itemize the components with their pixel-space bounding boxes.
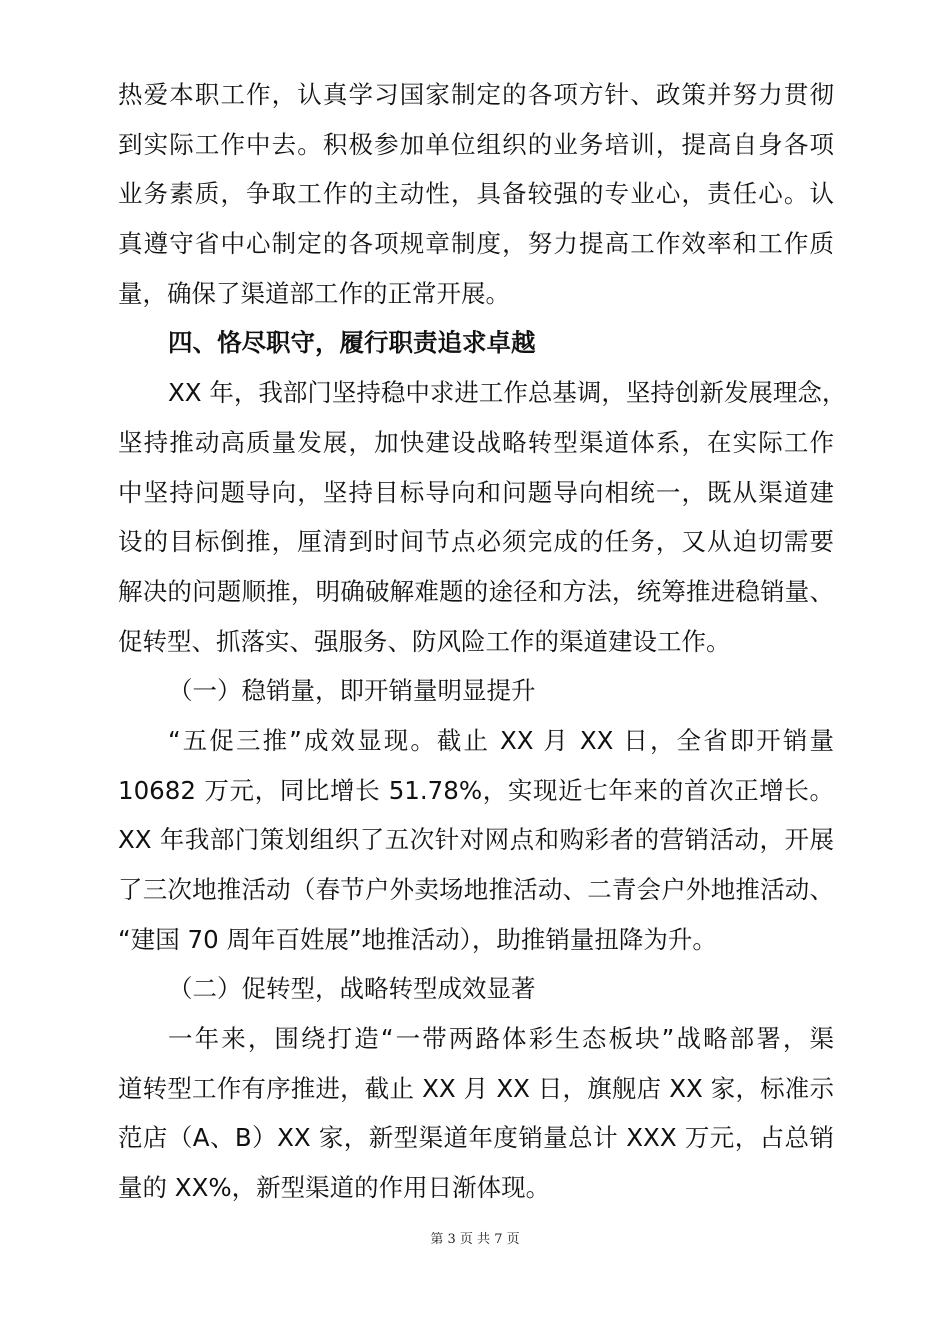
paragraph-line: 到实际工作中去。积极参加单位组织的业务培训，提高自身各项 [118, 129, 834, 159]
paragraph-line: 坚持推动高质量发展，加快建设战略转型渠道体系，在实际工作 [118, 427, 834, 457]
paragraph-line: 真遵守省中心制定的各项规章制度，努力提高工作效率和工作质 [118, 229, 834, 259]
body-text [118, 70, 847, 1213]
paragraph-line: 中坚持问题导向，坚持目标导向和问题导向相统一，既从渠道建 [118, 477, 834, 507]
subsection-heading: （二）促转型，战略转型成效显著 [168, 974, 536, 1004]
paragraph-line: XX 年我部门策划组织了五次针对网点和购彩者的营销活动，开展 [118, 825, 834, 855]
paragraph-line: 一年来，围绕打造“一带两路体彩生态板块”战略部署，渠 [168, 1024, 834, 1054]
paragraph-line: 业务素质，争取工作的主动性，具备较强的专业心，责任心。认 [118, 179, 834, 209]
section-heading: 四、恪尽职守，履行职责追求卓越 [168, 328, 536, 358]
paragraph-line: 范店（A、B）XX 家，新型渠道年度销量总计 XXX 万元，占总销 [118, 1123, 834, 1153]
subsection-heading: （一）稳销量，即开销量明显提升 [168, 676, 536, 706]
paragraph-line: 量，确保了渠道部工作的正常开展。 [118, 278, 510, 308]
paragraph-line: 10682 万元，同比增长 51.78%，实现近七年来的首次正增长。 [118, 775, 834, 805]
paragraph-line: “五促三推”成效显现。截止 XX 月 XX 日，全省即开销量 [168, 725, 834, 755]
paragraph-line: 热爱本职工作，认真学习国家制定的各项方针、政策并努力贯彻 [118, 80, 834, 109]
paragraph-line: 促转型、抓落实、强服务、防风险工作的渠道建设工作。 [118, 626, 731, 656]
paragraph-line: 了三次地推活动（春节户外卖场地推活动、二青会户外地推活动、 [118, 875, 834, 904]
paragraph-line: “建国 70 周年百姓展”地推活动），助推销量扭降为升。 [118, 924, 717, 954]
paragraph-line: 设的目标倒推，厘清到时间节点必须完成的任务，又从迫切需要 [118, 527, 834, 557]
page-number-footer: 第 3 页 共 7 页 [430, 1232, 520, 1247]
paragraph-line: XX 年，我部门坚持稳中求进工作总基调，坚持创新发展理念， [168, 378, 847, 408]
paragraph-line: 量的 XX%，新型渠道的作用日渐体现。 [118, 1173, 551, 1203]
paragraph-line: 道转型工作有序推进，截止 XX 月 XX 日，旗舰店 XX 家，标准示 [118, 1073, 834, 1103]
paragraph-line: 解决的问题顺推，明确破解难题的途径和方法，统筹推进稳销量、 [118, 576, 834, 606]
